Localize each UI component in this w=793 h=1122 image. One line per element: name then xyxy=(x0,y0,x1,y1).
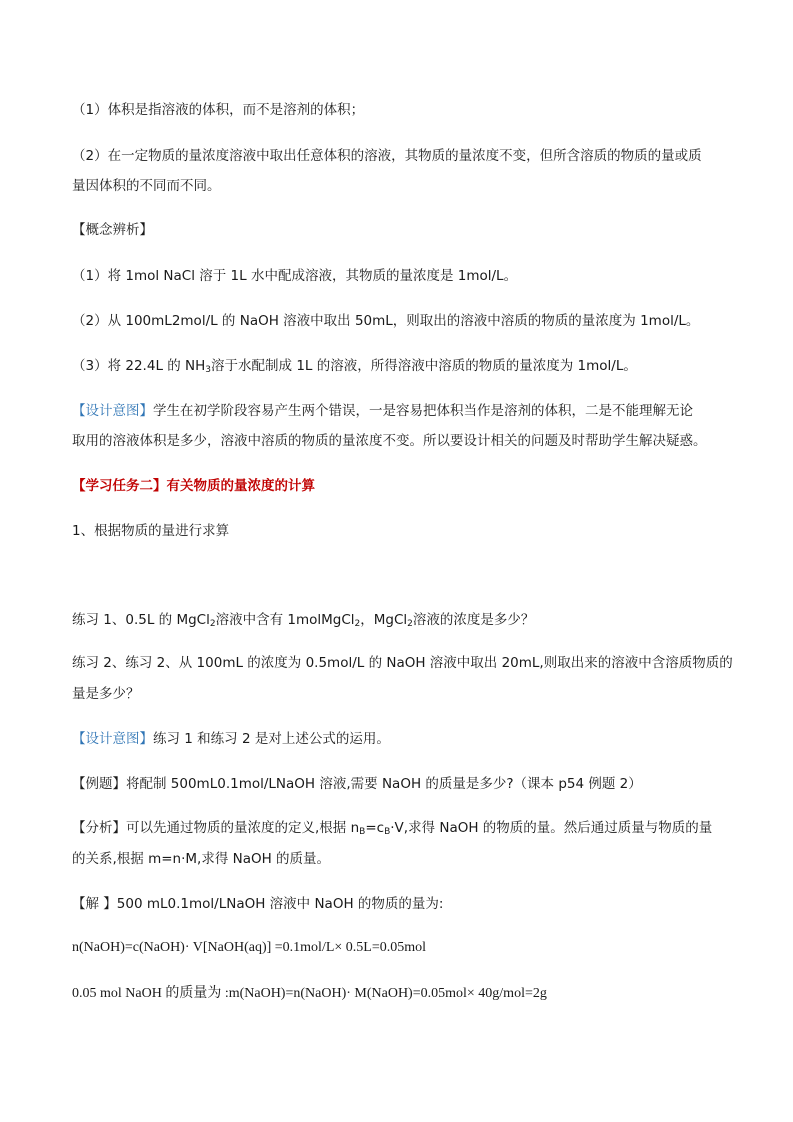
exercise-1: 练习 1、0.5L 的 MgCl$_2$溶液中含有 1molMgCl$_2$，MgCl$_2$溶液的浓度是多少？ xyxy=(72,612,535,629)
analysis-line-1: 【分析】可以先通过物质的量浓度的定义,根据 $n_B=c_B\cdot V$,求得 NaOH 的物质的量。然后通过质量与物质的量 xyxy=(72,820,713,837)
design-intent-label: 【设计意图】 xyxy=(72,403,153,419)
concept-question-2: （2）从 100mL2mol/L 的 NaOH 溶液中取出 50mL，则取出的溶液中溶质的物质的量浓度为 1mol/L。 xyxy=(72,313,700,329)
concept-question-3: （3）将 22.4L 的 $NH_3$溶于水配制成 1L 的溶液，所得溶液中溶质的物质的量浓度为 1mol/L。 xyxy=(72,358,637,375)
solution-line-3: 0.05 mol NaOH 的质量为 :m(NaOH)=n(NaOH)· M(NaOH)=0.05mol× 40g/mol=2g xyxy=(72,986,547,1001)
example-problem: 【例题】将配制 500mL0.1mol/LNaOH 溶液,需要 NaOH 的质量是多少?（课本 p54 例题 2） xyxy=(72,776,642,792)
exercise-2-line-2: 量是多少？ xyxy=(72,686,140,702)
note-1: （1）体积是指溶液的体积，而不是溶剂的体积； xyxy=(72,102,365,118)
design-intent-label: 【设计意图】 xyxy=(72,731,153,747)
solution-line-2: n(NaOH)=c(NaOH)· V[NaOH(aq)] =0.1mol/L× 0.5L=0.05mol xyxy=(72,940,427,955)
concept-heading: 【概念辨析】 xyxy=(72,222,153,238)
note-2-line-1: （2）在一定物质的量浓度溶液中取出任意体积的溶液，其物质的量浓度不变，但所含溶质的物质的量或质 xyxy=(72,148,702,164)
design-intent-1-line-1: 【设计意图】学生在初学阶段容易产生两个错误，一是容易把体积当作是溶剂的体积，二是不能理解无论 xyxy=(72,403,693,419)
exercise-2-line-1: 练习 2、练习 2、从 100mL 的浓度为 0.5mol/L 的 NaOH 溶液中取出 20mL,则取出来的溶液中含溶质物质的 xyxy=(72,655,733,671)
design-intent-2: 【设计意图】练习 1 和练习 2 是对上述公式的运用。 xyxy=(72,731,390,747)
design-intent-1-line-2: 取用的溶液体积是多少，溶液中溶质的物质的量浓度不变。所以要设计相关的问题及时帮助学生解决疑惑。 xyxy=(72,433,707,449)
task-2-heading: 【学习任务二】有关物质的量浓度的计算 xyxy=(72,478,315,494)
analysis-line-2: 的关系,根据 m=n·M,求得 NaOH 的质量。 xyxy=(72,851,331,867)
task-2-subheading: 1、根据物质的量进行求算 xyxy=(72,523,230,539)
note-2-line-2: 量因体积的不同而不同。 xyxy=(72,178,221,194)
solution-line-1: 【解 】500 mL0.1mol/LNaOH 溶液中 NaOH 的物质的量为: xyxy=(72,896,444,912)
concept-question-1: （1）将 1mol NaCl 溶于 1L 水中配成溶液，其物质的量浓度是 1mol/L。 xyxy=(72,268,518,284)
